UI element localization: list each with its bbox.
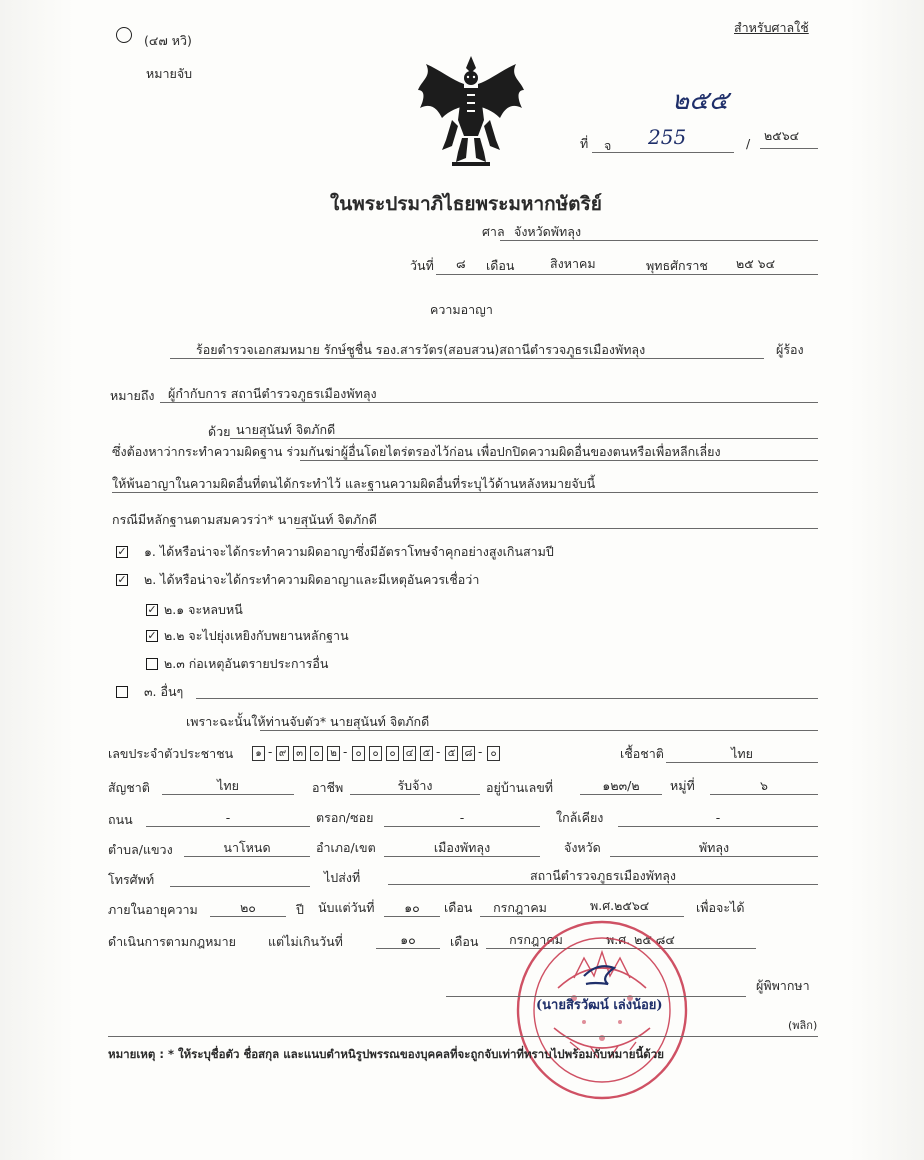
form-number-label: (๔๗ หวิ)	[144, 33, 192, 48]
within-line	[210, 916, 286, 917]
id-digit-6: ๐	[352, 746, 365, 761]
subdistrict-label: ตำบล/แขวง	[108, 842, 173, 857]
court-use-label: สำหรับศาลใช้	[734, 20, 809, 35]
subdistrict-line	[184, 856, 310, 857]
year-line	[760, 148, 818, 149]
charge-line-1: ซึ่งต้องหาว่ากระทำความผิดฐาน ร่วมกันฆ่าผู้อื่นโดยไตร่ตรองไว้ก่อน เพื่อปกปิดความผิดอื่นของตนหรือเพื่อหลีกเลี่ยง	[112, 444, 721, 459]
near-line	[618, 826, 818, 827]
province-line	[610, 856, 818, 857]
id-digit-5: ๒	[327, 746, 340, 761]
until-year: พ.ศ. ๒๕ ๘๔	[606, 932, 675, 947]
from-year: พ.ศ.๒๕๖๔	[590, 898, 650, 913]
order-text: เพราะฉะนั้นให้ท่านจับตัว* นายสุนันท์ จิตภักดี	[186, 714, 430, 729]
number-prefix: ที่	[580, 136, 589, 151]
near-value: -	[715, 810, 721, 825]
date-label: วันที่	[410, 258, 434, 273]
deliver-value: สถานีตำรวจภูธรเมืองพัทลุง	[530, 868, 676, 883]
to-value: ผู้กำกับการ สถานีตำรวจภูธรเมืองพัทลุง	[168, 386, 377, 401]
soi-label: ตรอก/ซอย	[316, 810, 374, 825]
until-month-label: เดือน	[450, 934, 479, 949]
with-line	[230, 438, 818, 439]
judge-signature-line	[446, 996, 746, 997]
house-value: ๑๒๓/๒	[602, 778, 640, 793]
check-2-2-checkbox[interactable]: ✓	[147, 629, 157, 642]
id-dash-icon: -	[436, 745, 441, 759]
id-digit-3: ๓	[293, 746, 306, 761]
moo-line	[710, 794, 818, 795]
until-month: กรกฎาคม	[509, 932, 563, 947]
subdistrict-value: นาโหนด	[223, 840, 271, 855]
number-year: ๒๕๖๔	[764, 128, 800, 143]
form-circle-icon	[116, 27, 132, 43]
id-digit-8: ๐	[386, 746, 399, 761]
moo-label: หมู่ที่	[670, 778, 695, 793]
from-day-line	[384, 916, 440, 917]
id-digit-12: ๘	[462, 746, 475, 761]
id-dash-icon: -	[478, 745, 483, 759]
house-line	[580, 794, 662, 795]
id-digit-2: ๙	[276, 746, 289, 761]
id-digit-10: ๕	[420, 746, 433, 761]
number-slash: /	[746, 136, 751, 151]
from-month: กรกฎาคม	[493, 900, 547, 915]
other-line	[196, 698, 818, 699]
number-letter: จ	[604, 138, 612, 153]
near-label: ใกล้เคียง	[556, 810, 604, 825]
grounds-text: กรณีมีหลักฐานตามสมควรว่า* นายสุนันท์ จิตภักดี	[112, 512, 377, 527]
occupation-line	[350, 794, 480, 795]
proceed-label: ดำเนินการตามกฎหมาย	[108, 934, 236, 949]
check-2-2-label: ๒.๒ จะไปยุ่งเหยิงกับพยานหลักฐาน	[164, 628, 349, 643]
occupation-value: รับจ้าง	[397, 778, 433, 793]
date-month: สิงหาคม	[550, 256, 596, 271]
warrant-number: 255	[648, 125, 687, 149]
handwritten-mark: ๒๕๕	[672, 86, 729, 116]
turn-over-label: (พลิก)	[788, 1019, 818, 1032]
to-label: หมายถึง	[110, 388, 155, 403]
from-day: ๑๐	[404, 900, 420, 915]
court-label: ศาล	[482, 224, 505, 239]
id-digit-4: ๐	[310, 746, 323, 761]
check-2-1-checkbox[interactable]: ✓	[147, 603, 157, 616]
judge-name: (นายสิรวัฒน์ เล่งน้อย)	[536, 998, 663, 1013]
nationality-label: สัญชาติ	[108, 780, 150, 795]
phone-label: โทรศัพท์	[108, 872, 155, 887]
date-line	[436, 274, 818, 275]
with-label: ด้วย	[208, 424, 231, 439]
date-year: ๒๕ ๖๔	[736, 256, 776, 271]
check-1-label: ๑. ได้หรือน่าจะได้กระทำความผิดอาญาซึ่งมีอัตราโทษจำคุกอย่างสูงเกินสามปี	[144, 544, 554, 559]
province-label: จังหวัด	[564, 840, 601, 855]
petitioner-line	[170, 358, 764, 359]
year-unit: ปี	[296, 902, 304, 917]
number-line	[592, 152, 734, 153]
from-month-label: เดือน	[444, 900, 473, 915]
until-day-line	[376, 948, 440, 949]
month-label: เดือน	[486, 258, 515, 273]
court-value: จังหวัดพัทลุง	[514, 224, 582, 239]
phone-line	[170, 886, 310, 887]
until-day: ๑๐	[400, 932, 416, 947]
charge-underline-1	[300, 460, 818, 461]
id-digit-13: ๐	[487, 746, 500, 761]
road-label: ถนน	[108, 812, 133, 827]
court-line	[500, 240, 818, 241]
petitioner-value: ร้อยตำรวจเอกสมหมาย รักษ์ชูชื่น รอง.สารวัตร(สอบสวน)สถานีตำรวจภูธรเมืองพัทลุง	[196, 342, 646, 357]
purpose-text: เพื่อจะได้	[696, 900, 745, 915]
with-value: นายสุนันท์ จิตภักดี	[236, 422, 336, 437]
id-dash-icon: -	[343, 745, 348, 759]
deliver-label: ไปส่งที่	[324, 870, 361, 885]
document-type: หมายจับ	[146, 66, 193, 81]
deliver-line	[388, 884, 818, 885]
district-line	[384, 856, 540, 857]
occupation-label: อาชีพ	[312, 780, 344, 795]
soi-value: -	[459, 810, 465, 825]
check-2-3-checkbox[interactable]	[146, 658, 158, 670]
id-dash-icon: -	[268, 745, 273, 759]
page-title: ในพระปรมาภิไธยพระมหากษัตริย์	[330, 193, 602, 215]
from-month-line	[480, 916, 684, 917]
judge-title: ผู้พิพากษา	[756, 978, 810, 993]
check-3-checkbox[interactable]	[116, 686, 128, 698]
road-value: -	[225, 810, 231, 825]
within-label: ภายในอายุความ	[108, 902, 198, 917]
road-line	[146, 826, 310, 827]
date-day: ๘	[456, 256, 466, 271]
race-value: ไทย	[731, 746, 753, 761]
footer-divider	[108, 1036, 818, 1037]
order-line	[260, 730, 818, 731]
footer-note: หมายเหตุ : * ให้ระบุชื่อตัว ชื่อสกุล และแนบตำหนิรูปพรรณของบุคคลที่จะถูกจับเท่าที่ทราบไปพร้อมกับหมายนี้ด้วย	[108, 1047, 664, 1061]
district-value: เมืองพัทลุง	[433, 840, 491, 855]
nationality-line	[162, 794, 294, 795]
charge-line-2: ให้พ้นอาญาในความผิดอื่นที่ตนได้กระทำไว้ และฐานความผิดอื่นที่ระบุไว้ด้านหลังหมายจับนี้	[112, 476, 596, 491]
id-digit-7: ๐	[369, 746, 382, 761]
year-label: พุทธศักราช	[646, 258, 708, 273]
moo-value: ๖	[760, 778, 768, 793]
garuda-emblem-icon	[412, 50, 530, 170]
district-label: อำเภอ/เขต	[316, 840, 376, 855]
charge-underline-2	[112, 492, 818, 493]
check-2-label: ๒. ได้หรือน่าจะได้กระทำความผิดอาญาและมีเหตุอันควรเชื่อว่า	[144, 572, 480, 587]
check-2-3-label: ๒.๓ ก่อเหตุอันตรายประการอื่น	[164, 656, 329, 671]
check-2-1-label: ๒.๑ จะหลบหนี	[164, 602, 243, 617]
house-label: อยู่บ้านเลขที่	[486, 780, 554, 795]
check-3-label: ๓. อื่นๆ	[144, 684, 184, 699]
until-label: แต่ไม่เกินวันที่	[268, 934, 343, 949]
within-years: ๒๐	[240, 900, 256, 915]
id-digit-11: ๕	[445, 746, 458, 761]
case-type: ความอาญา	[430, 302, 493, 317]
nationality-value: ไทย	[217, 778, 239, 793]
check-1-checkbox[interactable]: ✓	[117, 545, 127, 558]
from-label: นับแต่วันที่	[318, 900, 375, 915]
id-digit-9: ๔	[403, 746, 416, 761]
id-digit-1: ๑	[252, 746, 265, 761]
race-label: เชื้อชาติ	[620, 746, 664, 761]
race-line	[666, 762, 818, 763]
soi-line	[384, 826, 540, 827]
check-2-checkbox[interactable]: ✓	[117, 573, 127, 586]
id-label: เลขประจำตัวประชาชน	[108, 746, 234, 761]
petitioner-label: ผู้ร้อง	[776, 342, 804, 357]
to-line	[160, 402, 818, 403]
grounds-line	[296, 528, 818, 529]
province-value: พัทลุง	[698, 840, 730, 855]
